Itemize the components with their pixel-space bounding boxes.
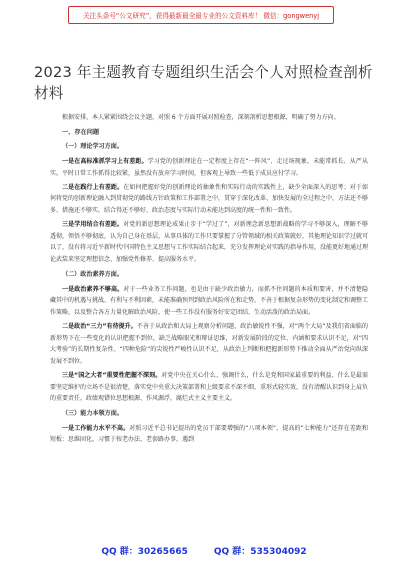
document-title: 2023 年主题教育专题组织生活会个人对照检查剖析材料 [34,64,373,102]
paragraph-text: 对于一些业务工作问题，也是由于缺少政治敏力，而抓不住问题的本质和要害，并不清楚隐藏其中的机遇与挑战、有利与不利因素，未能准确预判到政治风险所在和走势，不善于根据复杂形势的变化制定和调整工作策略，以及整合各方力量化解政治风险，使一些工作没有服务好安定团结、生动活泼的政治局面。 [50,285,369,316]
footer-contacts [0,544,408,557]
paragraph [50,423,368,446]
qq-group-2: QQ 群：535304092 [213,547,307,557]
paragraph-lead: 三是“国之大者”重要性把握不深刻。 [62,371,162,379]
paragraph-text: 在如何把握好党的创新理论的抽象性和实际行动的实践性上，缺少全面深入的思考；对于如何将党的创新理论融入到贯彻党的路线方针政策和工作部署之中，贯穿于深化改革、加快发展的全过程之中，方法还不够多、措施还不够实，结合得还不够好，政治态度与实际行动未能达到高度的统一性和一致性。 [50,183,369,215]
qq-group-1: QQ 群：30265665 [101,547,188,557]
document-body [50,112,368,448]
paragraph-lead: 二是政治“三力”有待提升。 [62,322,137,330]
paragraph [50,219,368,266]
paragraph-lead: 一是在高标准抓学习上有差距。 [62,158,148,166]
paragraph [50,370,368,405]
promo-banner-text: 关注头条号“公文研究”，获得最新最全最专业的公文资料库！ 微信：gongwenyj [82,12,320,20]
paragraph-lead: 一是工作能力水平不高。 [62,424,130,432]
paragraph-text: 对党中央在关心什么、强调什么，什么是党和国家最重要的利益、什么是最需要坚定维护的立场不是很清楚，落实党中央重大决策部署和上级要求不深不细，重形式轻实效，没有清醒认识到身上肩负的重要责任，政绩观错位思想根源、作风源浮，腐烂式主义主要主义。 [50,371,369,403]
paragraph-text: 对党的新思想理论成果止步于“学过了”，对新理念新思想新战略的学习不够深入，理解不够透彻，领悟不够彻底，认为自己身在基层，从事具体的工作只要掌握了分管领域的相关政策就好，其他理论知识学过就可以了，没有将习近平新时代中国特色主义思想与工作实际结合起来，充分发挥理论对实践的指导作用，没能更好地通过理论武装来坚定理想信念、加强党性修养、提高服务水平。 [50,221,369,264]
paragraph-lead: 二是在践行上有差距。 [62,183,124,191]
paragraph-lead: 三是学用结合有差距。 [62,221,124,228]
paragraph [50,156,368,179]
section-heading-problems: 一、存在问题 [62,128,100,136]
paragraph [50,321,368,368]
paragraph [50,284,368,319]
intro-paragraph: 根据安排，本人紧紧围绕会议主题，对照 6 个方面开展对照检查，深刻剖析思想根源，明确了努力方向。 [62,114,340,121]
paragraph-text: 对照习近平总书记提出的党员干部要增强的“八项本领”，提高的“七种能力”还存在差距和短板：思维固化，习惯于按老办法、老套路办事，遇到 [50,424,368,444]
paragraph-text: 不善于从政治和大局上观察分析问题，政治敏锐性不强，对“两个大局”及我们省面临的新形势下在一些变化的认识把握不到位，缺乏战略眼光和辩证思维，对新发展阶段的定位、内涵和要求认识不足，对“四大考验”的长期性复杂性、“四种危险”的尖锐性严峻性认识不足，从政治上判断和把握新形势下推动全面从严治党向纵深发展不到位。 [50,322,369,365]
subheading-ability: （三）能力本领方面。 [62,409,123,417]
promo-banner [68,6,334,24]
paragraph-text: 学习党的创新理论在一定程度上存在“一阵风”、走过场现象，未能常抓长、从严从实。平时日常工作抓得比较紧，虽然没有放弃学习时间，但客观上导致一些低于成员应付学习。 [50,158,368,177]
paragraph-lead: 一是政治素养不够高。 [62,285,124,293]
subheading-theory-study: （一）理论学习方面。 [62,143,123,151]
paragraph [50,182,368,217]
subheading-political-literacy: （二）政治素养方面。 [62,270,123,278]
